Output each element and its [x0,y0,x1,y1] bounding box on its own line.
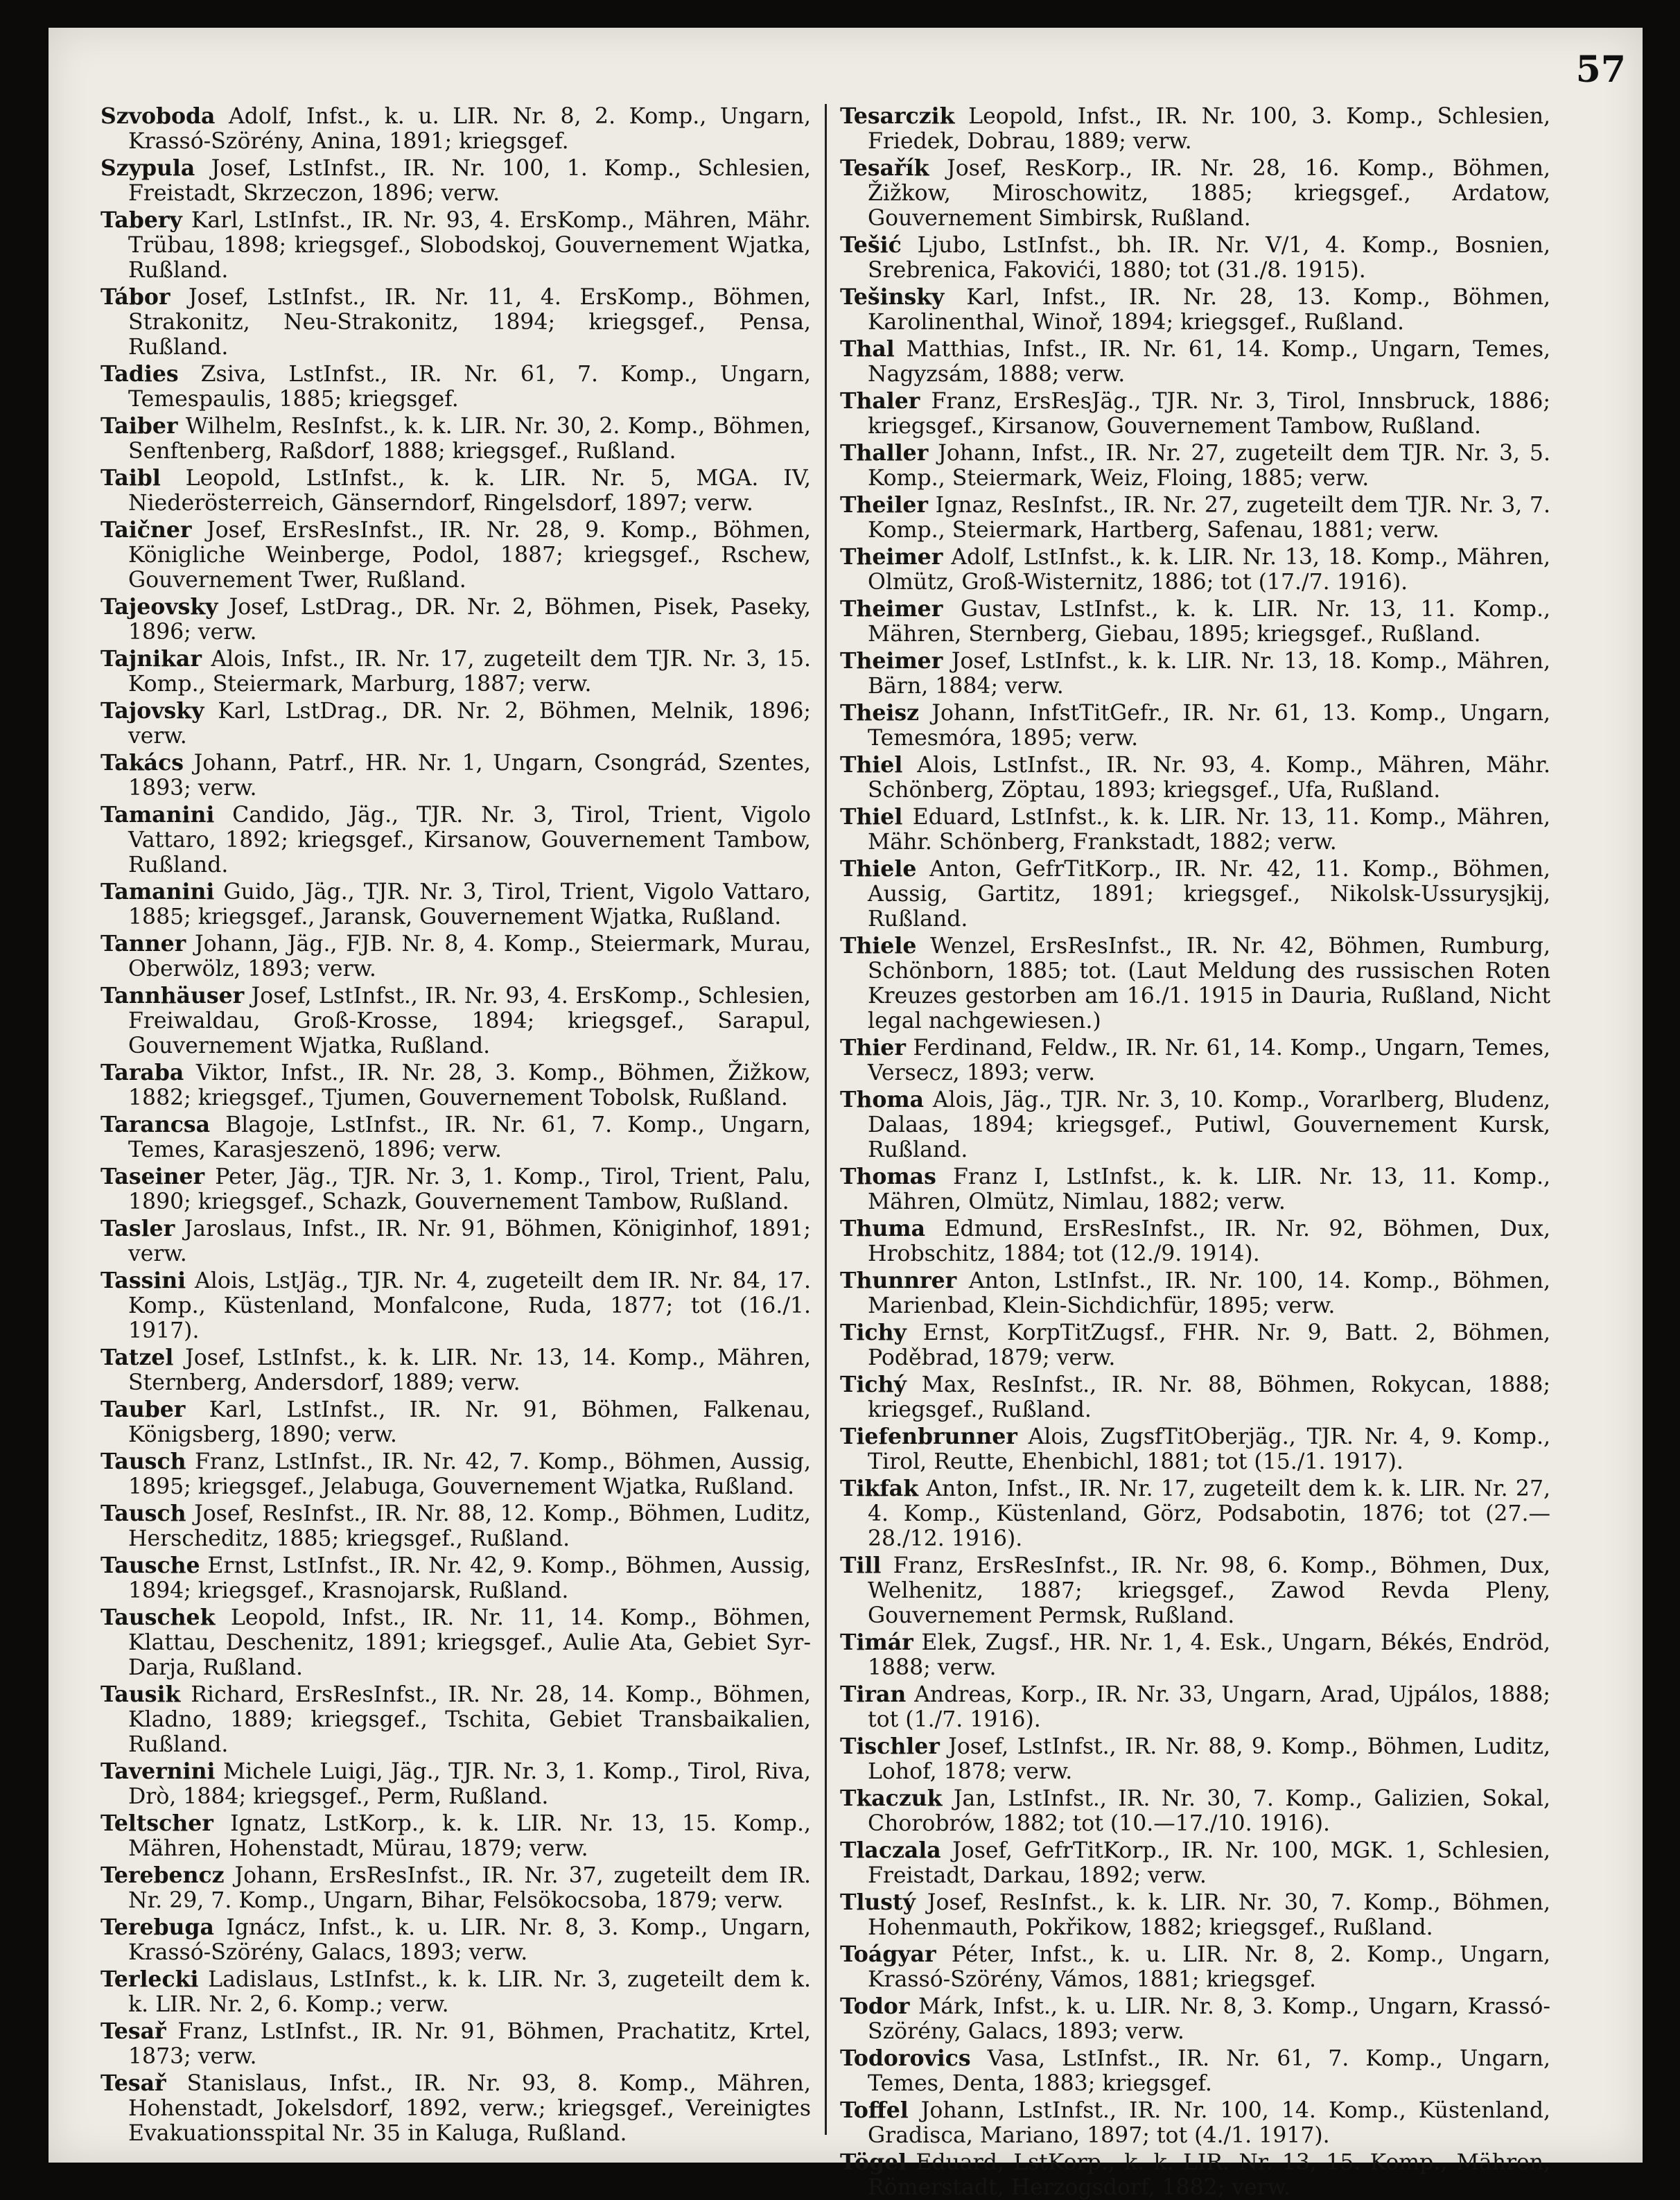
entry-surname: Tatzel [100,1345,174,1370]
entry-surname: Terebencz [100,1862,225,1888]
entry-details: Leopold, Infst., IR. Nr. 100, 3. Komp., Schlesien, Friedek, Dobrau, 1889; verw. [868,104,1550,154]
list-item [840,2098,1550,2148]
entry-details: Karl, LstInfst., IR. Nr. 91, Böhmen, Falkenau, Königsberg, 1890; verw. [128,1397,811,1447]
entry-details: Johann, Patrf., HR. Nr. 1, Ungarn, Csongrád, Szentes, 1893; verw. [128,751,811,801]
entry-surname: Tischler [840,1734,940,1759]
list-item [100,1449,811,1499]
entry-details: Josef, LstInfst., k. k. LIR. Nr. 13, 14. Komp., Mähren, Sternberg, Andersdorf, 1889; verw. [128,1345,811,1395]
list-item [100,1682,811,1757]
entry-details: Alois, LstJäg., TJR. Nr. 4, zugeteilt dem IR. Nr. 84, 17. Komp., Küstenland, Monfalcone, Ruda, 1877; tot (16./1. 1917). [128,1268,811,1343]
entry-details: Márk, Infst., k. u. LIR. Nr. 8, 3. Komp., Ungarn, Krassó-Szörény, Galacs, 1893; verw. [868,1994,1550,2044]
entry-details: Péter, Infst., k. u. LIR. Nr. 8, 2. Komp., Ungarn, Krassó-Szörény, Vámos, 1881; kriegsgef. [868,1942,1550,1992]
entry-surname: Taičner [100,517,192,543]
list-item [100,1811,811,1861]
entry-surname: Thomas [840,1164,936,1189]
entry-surname: Theimer [840,544,943,570]
entry-details: Ignaz, ResInfst., IR. Nr. 27, zugeteilt dem TJR. Nr. 3, 7. Komp., Steiermark, Hartberg, Safenau, 1881; verw. [868,493,1550,543]
list-item [840,753,1550,803]
list-item [840,1786,1550,1836]
entry-details: Leopold, LstInfst., k. k. LIR. Nr. 5, MGA. IV, Niederösterreich, Gänserndorf, Ringelsdorf, 1897; verw. [128,466,811,516]
entry-surname: Szvoboda [100,103,216,129]
entry-details: Adolf, LstInfst., k. k. LIR. Nr. 13, 18. Komp., Mähren, Olmütz, Groß-Wisternitz, 1886; tot (17./7. 1916). [868,545,1550,595]
entry-surname: Tesař [100,2070,166,2096]
entry-details: Anton, GefrTitKorp., IR. Nr. 42, 11. Komp., Böhmen, Aussig, Gartitz, 1891; kriegsgef., Nikolsk-Ussurysjkij, Rußland. [868,857,1550,932]
entry-surname: Taiber [100,413,178,439]
entry-details: Franz, LstInfst., IR. Nr. 91, Böhmen, Prachatitz, Krtel, 1873; verw. [128,2019,811,2069]
entry-surname: Theimer [840,648,943,674]
list-item [840,1890,1550,1940]
entry-details: Wilhelm, ResInfst., k. k. LIR. Nr. 30, 2. Komp., Böhmen, Senftenberg, Raßdorf, 1888; kriegsgef., Rußland. [128,414,811,464]
list-item [840,597,1550,647]
entry-details: Candido, Jäg., TJR. Nr. 3, Tirol, Trient, Vigolo Vattaro, 1892; kriegsgef., Kirsanow, Gouvernement Tambow, Rußland. [128,803,811,878]
entry-details: Karl, LstInfst., IR. Nr. 93, 4. ErsKomp., Mähren, Mähr. Trübau, 1898; kriegsgef., Slobodskoj, Gouvernement Wjatka, Rußland. [128,208,811,283]
list-item [840,1164,1550,1214]
entry-details: Franz, ErsResInfst., IR. Nr. 98, 6. Komp., Böhmen, Dux, Welhenitz, 1887; kriegsgef., Zawod Revda Pleny, Gouvernement Permsk, Rußland. [868,1553,1550,1628]
entry-surname: Tajnikar [100,646,202,672]
entry-surname: Tamanini [100,802,215,828]
list-item [840,1424,1550,1474]
list-item [100,285,811,360]
entry-surname: Theimer [840,596,943,622]
entry-surname: Thiel [840,804,903,830]
entry-details: Ignácz, Infst., k. u. LIR. Nr. 8, 3. Komp., Ungarn, Krassó-Szörény, Galacs, 1893; verw. [128,1915,811,1965]
entry-details: Eduard, LstInfst., k. k. LIR. Nr. 13, 11. Komp., Mähren, Mähr. Schönberg, Frankstadt, 1882; verw. [868,805,1550,855]
list-item [840,1838,1550,1888]
page-number: 57 [1575,49,1626,91]
list-item [840,805,1550,855]
entry-surname: Tadies [100,361,179,387]
entry-details: Josef, ResInfst., k. k. LIR. Nr. 30, 7. Komp., Böhmen, Hohenmauth, Pokřikow, 1882; kriegsgef., Rußland. [868,1890,1550,1940]
entry-surname: Terebuga [100,1914,214,1940]
entry-details: Johann, LstInfst., IR. Nr. 100, 14. Komp., Küstenland, Gradisca, Mariano, 1897; tot (4./1. 1917). [868,2098,1550,2148]
entry-details: Ernst, KorpTitZugsf., FHR. Nr. 9, Batt. 2, Böhmen, Poděbrad, 1879; verw. [868,1320,1550,1370]
entry-surname: Takács [100,750,184,776]
entry-details: Andreas, Korp., IR. Nr. 33, Ungarn, Arad, Ujpálos, 1888; tot (1./7. 1916). [868,1682,1550,1732]
entry-surname: Tausik [100,1682,181,1707]
entry-details: Anton, Infst., IR. Nr. 17, zugeteilt dem k. k. LIR. Nr. 27, 4. Komp., Küstenland, Görz, Podsabotin, 1876; tot (27.—28./12. 1916). [868,1476,1550,1551]
list-item [100,1164,811,1214]
list-item [840,649,1550,699]
list-item [840,441,1550,491]
entry-details: Elek, Zugsf., HR. Nr. 1, 4. Esk., Ungarn, Békés, Endröd, 1888; verw. [868,1630,1550,1680]
document-page [49,28,1643,2200]
entry-surname: Tabery [100,207,182,233]
list-item [100,1397,811,1447]
list-item [840,1553,1550,1628]
entry-surname: Tausche [100,1553,200,1578]
entry-surname: Till [840,1553,882,1578]
list-item [840,1682,1550,1732]
list-item [840,934,1550,1033]
entry-surname: Tanner [100,931,186,957]
list-item [840,156,1550,231]
entry-surname: Tiefenbrunner [840,1424,1017,1449]
entry-details: Karl, LstDrag., DR. Nr. 2, Böhmen, Melnik, 1896; verw. [128,699,811,749]
list-item [840,1734,1550,1784]
list-item [840,1268,1550,1318]
entry-surname: Todor [840,1993,910,2019]
list-item [840,1942,1550,1992]
entry-details: Alois, LstInfst., IR. Nr. 93, 4. Komp., Mähren, Mähr. Schönberg, Zöptau, 1893; kriegsgef., Ufa, Rußland. [868,753,1550,803]
entry-surname: Taibl [100,465,161,491]
list-item [100,466,811,516]
entry-details: Johann, Jäg., FJB. Nr. 8, 4. Komp., Steiermark, Murau, Oberwölz, 1893; verw. [128,932,811,981]
entry-details: Leopold, Infst., IR. Nr. 11, 14. Komp., Böhmen, Klattau, Deschenitz, 1891; kriegsgef., Aulie Ata, Gebiet Syr-Darja, Rußland. [128,1605,811,1680]
entry-surname: Tausch [100,1449,186,1474]
list-item [840,2046,1550,2096]
list-item [840,493,1550,543]
entry-details: Johann, Infst., IR. Nr. 27, zugeteilt dem TJR. Nr. 3, 5. Komp., Steiermark, Weiz, Floing, 1885; verw. [868,441,1550,491]
list-item [840,1088,1550,1162]
entry-details: Ljubo, LstInfst., bh. IR. Nr. V/1, 4. Komp., Bosnien, Srebrenica, Fakovići, 1880; tot (31./8. 1915). [868,233,1550,283]
list-item [100,880,811,929]
entry-details: Guido, Jäg., TJR. Nr. 3, Tirol, Trient, Vigolo Vattaro, 1885; kriegsgef., Jaransk, Gouvernement Wjatka, Rußland. [128,880,811,929]
entry-surname: Tarancsa [100,1112,211,1137]
entry-surname: Tiran [840,1682,907,1707]
entry-details: Gustav, LstInfst., k. k. LIR. Nr. 13, 11. Komp., Mähren, Sternberg, Giebau, 1895; kriegsgef., Rußland. [868,597,1550,647]
column-divider [825,104,827,2135]
entry-surname: Tajovsky [100,698,204,724]
entry-surname: Thoma [840,1087,925,1112]
entry-details: Karl, Infst., IR. Nr. 28, 13. Komp., Böhmen, Karolinenthal, Winoř, 1894; kriegsgef., Rußland. [868,285,1550,335]
list-item [100,647,811,697]
entry-surname: Taraba [100,1060,184,1085]
entry-details: Anton, LstInfst., IR. Nr. 100, 14. Komp., Böhmen, Marienbad, Klein-Sichdichfür, 1895; verw. [868,1268,1550,1318]
list-item [840,1994,1550,2044]
entry-surname: Tešić [840,232,902,258]
list-item [100,2019,811,2069]
entry-surname: Tešinsky [840,284,945,310]
list-item [840,1320,1550,1370]
entry-details: Wenzel, ErsResInfst., IR. Nr. 42, Böhmen, Rumburg, Schönborn, 1885; tot. (Laut Meldung des russischen Roten Kreuzes gestorben am 16./1. 1915 in Dauria, Rußland, Nicht legal nachgewiesen.) [868,934,1550,1033]
entry-surname: Tesařík [840,155,929,181]
list-item [100,1216,811,1266]
list-item [100,518,811,593]
entry-surname: Timár [840,1630,913,1655]
list-item [100,932,811,981]
list-item [100,104,811,154]
entry-surname: Tajeovsky [100,594,218,620]
entry-details: Adolf, Infst., k. u. LIR. Nr. 8, 2. Komp., Ungarn, Krassó-Szörény, Anina, 1891; kriegsgef. [128,104,811,154]
list-item [840,545,1550,595]
list-item [840,1036,1550,1085]
list-item [100,1060,811,1110]
entry-surname: Thunnrer [840,1268,957,1293]
entry-details: Josef, LstInfst., IR. Nr. 11, 4. ErsKomp., Böhmen, Strakonitz, Neu-Strakonitz, 1894; kriegsgef., Pensa, Rußland. [128,285,811,360]
entry-details: Viktor, Infst., IR. Nr. 28, 3. Komp., Böhmen, Žižkow, 1882; kriegsgef., Tjumen, Gouvernement Tobolsk, Rußland. [128,1060,811,1110]
entry-surname: Thal [840,336,895,362]
entry-details: Franz, LstInfst., IR. Nr. 42, 7. Komp., Böhmen, Aussig, 1895; kriegsgef., Jelabuga, Gouvernement Wjatka, Rußland. [128,1449,811,1499]
entry-surname: Tlustý [840,1889,916,1915]
entry-details: Jaroslaus, Infst., IR. Nr. 91, Böhmen, Königinhof, 1891; verw. [128,1216,811,1266]
entry-surname: Tamanini [100,879,215,905]
list-item [100,1553,811,1603]
right-column [840,103,1550,2200]
list-item [100,414,811,464]
list-item [100,1605,811,1680]
list-item [100,1863,811,1913]
list-item [840,2150,1550,2200]
entry-surname: Tkaczuk [840,1786,943,1811]
entry-details: Zsiva, LstInfst., IR. Nr. 61, 7. Komp., Ungarn, Temespaulis, 1885; kriegsgef. [128,362,811,412]
entry-details: Alois, ZugsfTitOberjäg., TJR. Nr. 4, 9. Komp., Tirol, Reutte, Ehenbichl, 1881; tot (15./1. 1917). [868,1424,1550,1474]
list-item [840,701,1550,751]
entry-details: Johann, InfstTitGefr., IR. Nr. 61, 13. Komp., Ungarn, Temesmóra, 1895; verw. [868,701,1550,751]
entry-surname: Todorovics [840,2045,971,2071]
entry-surname: Thuma [840,1216,925,1241]
entry-details: Matthias, Infst., IR. Nr. 61, 14. Komp., Ungarn, Temes, Nagyzsám, 1888; verw. [868,337,1550,387]
list-item [840,285,1550,335]
list-item [840,1630,1550,1680]
entry-details: Edmund, ErsResInfst., IR. Nr. 92, Böhmen, Dux, Hrobschitz, 1884; tot (12./9. 1914). [868,1216,1550,1266]
entry-surname: Theiler [840,492,928,518]
list-item [100,1501,811,1551]
entry-details: Peter, Jäg., TJR. Nr. 3, 1. Komp., Tirol, Trient, Palu, 1890; kriegsgef., Schazk, Gouvernement Tambow, Rußland. [128,1164,811,1214]
entry-surname: Szypula [100,155,195,181]
entry-details: Josef, GefrTitKorp., IR. Nr. 100, MGK. 1, Schlesien, Freistadt, Darkau, 1892; verw. [868,1838,1550,1888]
entry-details: Ernst, LstInfst., IR. Nr. 42, 9. Komp., Böhmen, Aussig, 1894; kriegsgef., Krasnojarsk, Rußland. [128,1553,811,1603]
list-item [100,595,811,645]
list-item [840,337,1550,387]
entry-surname: Tasler [100,1216,175,1241]
entry-surname: Terlecki [100,1966,199,1992]
entry-surname: Tavernini [100,1758,216,1784]
entry-details: Josef, LstInfst., IR. Nr. 93, 4. ErsKomp., Schlesien, Freiwaldau, Groß-Krosse, 1894; kriegsgef., Sarapul, Gouvernement Wjatka, Rußland. [128,984,811,1058]
entry-surname: Toffel [840,2097,909,2123]
entry-surname: Theisz [840,700,919,726]
entry-surname: Tausch [100,1501,186,1526]
list-item [100,1112,811,1162]
list-item [100,751,811,801]
entry-details: Franz, ErsResJäg., TJR. Nr. 3, Tirol, Innsbruck, 1886; kriegsgef., Kirsanow, Gouvernement Tambow, Rußland. [868,389,1550,439]
entry-surname: Thaller [840,440,929,466]
entry-surname: Thier [840,1035,906,1060]
entry-surname: Tlaczala [840,1837,941,1863]
list-item [840,233,1550,283]
list-item [100,1345,811,1395]
entry-surname: Toágyar [840,1941,936,1967]
list-item [100,1915,811,1965]
list-item [840,1216,1550,1266]
entry-details: Max, ResInfst., IR. Nr. 88, Böhmen, Rokycan, 1888; kriegsgef., Rußland. [868,1372,1550,1422]
list-item [840,857,1550,932]
list-item [100,1268,811,1343]
left-column [100,103,811,2146]
list-item [100,208,811,283]
list-item [100,362,811,412]
entry-details: Josef, LstInfst., k. k. LIR. Nr. 13, 18. Komp., Mähren, Bärn, 1884; verw. [868,649,1550,699]
entry-surname: Tassini [100,1268,186,1293]
entry-details: Ignatz, LstKorp., k. k. LIR. Nr. 13, 15. Komp., Mähren, Hohenstadt, Mürau, 1879; verw. [128,1811,811,1861]
list-item [100,1967,811,2017]
entry-details: Ferdinand, Feldw., IR. Nr. 61, 14. Komp., Ungarn, Temes, Versecz, 1893; verw. [868,1036,1550,1085]
entry-details: Vasa, LstInfst., IR. Nr. 61, 7. Komp., Ungarn, Temes, Denta, 1883; kriegsgef. [868,2046,1550,2096]
entry-surname: Thiele [840,856,917,882]
list-item [100,156,811,206]
entry-details: Josef, ResKorp., IR. Nr. 28, 16. Komp., Böhmen, Žižkow, Miroschowitz, 1885; kriegsgef., Ardatow, Gouvernement Simbirsk, Rußland. [868,156,1550,231]
entry-surname: Tauber [100,1397,186,1422]
list-item [100,803,811,878]
entry-surname: Teltscher [100,1810,213,1836]
entry-surname: Thiel [840,752,903,778]
entry-surname: Tauschek [100,1605,216,1630]
entry-surname: Tichý [840,1372,907,1397]
entry-details: Johann, ErsResInfst., IR. Nr. 37, zugeteilt dem IR. Nr. 29, 7. Komp., Ungarn, Bihar, Felsökocsoba, 1879; verw. [128,1863,811,1913]
entry-details: Stanislaus, Infst., IR. Nr. 93, 8. Komp., Mähren, Hohenstadt, Jokelsdorf, 1892, verw.; kriegsgef., Vereinigtes Evakuationsspital Nr. 35 in Kaluga, Rußland. [128,2071,811,2146]
entry-details: Josef, ResInfst., IR. Nr. 88, 12. Komp., Böhmen, Luditz, Herscheditz, 1885; kriegsgef., Rußland. [128,1501,811,1551]
entry-surname: Tesarczik [840,103,955,129]
entry-details: Ladislaus, LstInfst., k. k. LIR. Nr. 3, zugeteilt dem k. k. LIR. Nr. 2, 6. Komp.; verw. [128,1967,811,2017]
list-item [840,1476,1550,1551]
entry-details: Josef, LstInfst., IR. Nr. 88, 9. Komp., Böhmen, Luditz, Lohof, 1878; verw. [868,1734,1550,1784]
entry-details: Josef, LstInfst., IR. Nr. 100, 1. Komp., Schlesien, Freistadt, Skrzeczon, 1896; verw. [128,156,811,206]
entry-surname: Thaler [840,388,920,414]
list-item [100,1759,811,1809]
list-item [840,1372,1550,1422]
entry-details: Richard, ErsResInfst., IR. Nr. 28, 14. Komp., Böhmen, Kladno, 1889; kriegsgef., Tschita, Gebiet Transbaikalien, Rußland. [128,1682,811,1757]
entry-details: Franz I, LstInfst., k. k. LIR. Nr. 13, 11. Komp., Mähren, Olmütz, Nimlau, 1882; verw. [868,1164,1550,1214]
entry-surname: Tesař [100,2018,166,2044]
entry-surname: Tögel [840,2149,907,2175]
list-item [100,984,811,1058]
entry-surname: Thiele [840,933,917,959]
entry-surname: Tannhäuser [100,983,245,1009]
entry-surname: Tichy [840,1320,907,1345]
list-item [100,2071,811,2146]
entry-surname: Tábor [100,284,170,310]
entry-details: Josef, LstDrag., DR. Nr. 2, Böhmen, Pisek, Paseky, 1896; verw. [128,595,811,645]
entry-details: Alois, Jäg., TJR. Nr. 3, 10. Komp., Vorarlberg, Bludenz, Dalaas, 1894; kriegsgef., Putiwl, Gouvernement Kursk, Rußland. [868,1088,1550,1162]
entry-details: Alois, Infst., IR. Nr. 17, zugeteilt dem TJR. Nr. 3, 15. Komp., Steiermark, Marburg, 1887; verw. [128,647,811,697]
entry-details: Eduard, LstKorp., k. k. LIR. Nr. 13, 15. Komp., Mähren, Römerstadt, Herzogsdorf, 1882; verw. [868,2150,1550,2200]
list-item [840,389,1550,439]
entry-details: Blagoje, LstInfst., IR. Nr. 61, 7. Komp., Ungarn, Temes, Karasjeszenö, 1896; verw. [128,1112,811,1162]
entry-details: Jan, LstInfst., IR. Nr. 30, 7. Komp., Galizien, Sokal, Chorobrów, 1882; tot (10.—17./10. 1916). [868,1786,1550,1836]
entry-details: Michele Luigi, Jäg., TJR. Nr. 3, 1. Komp., Tirol, Riva, Drò, 1884; kriegsgef., Perm, Rußland. [128,1759,811,1809]
list-item [100,699,811,749]
entry-details: Josef, ErsResInfst., IR. Nr. 28, 9. Komp., Böhmen, Königliche Weinberge, Podol, 1887; kriegsgef., Rschew, Gouvernement Twer, Rußland. [128,518,811,593]
entry-surname: Taseiner [100,1164,205,1189]
list-item [840,104,1550,154]
entry-surname: Tikfak [840,1476,919,1501]
